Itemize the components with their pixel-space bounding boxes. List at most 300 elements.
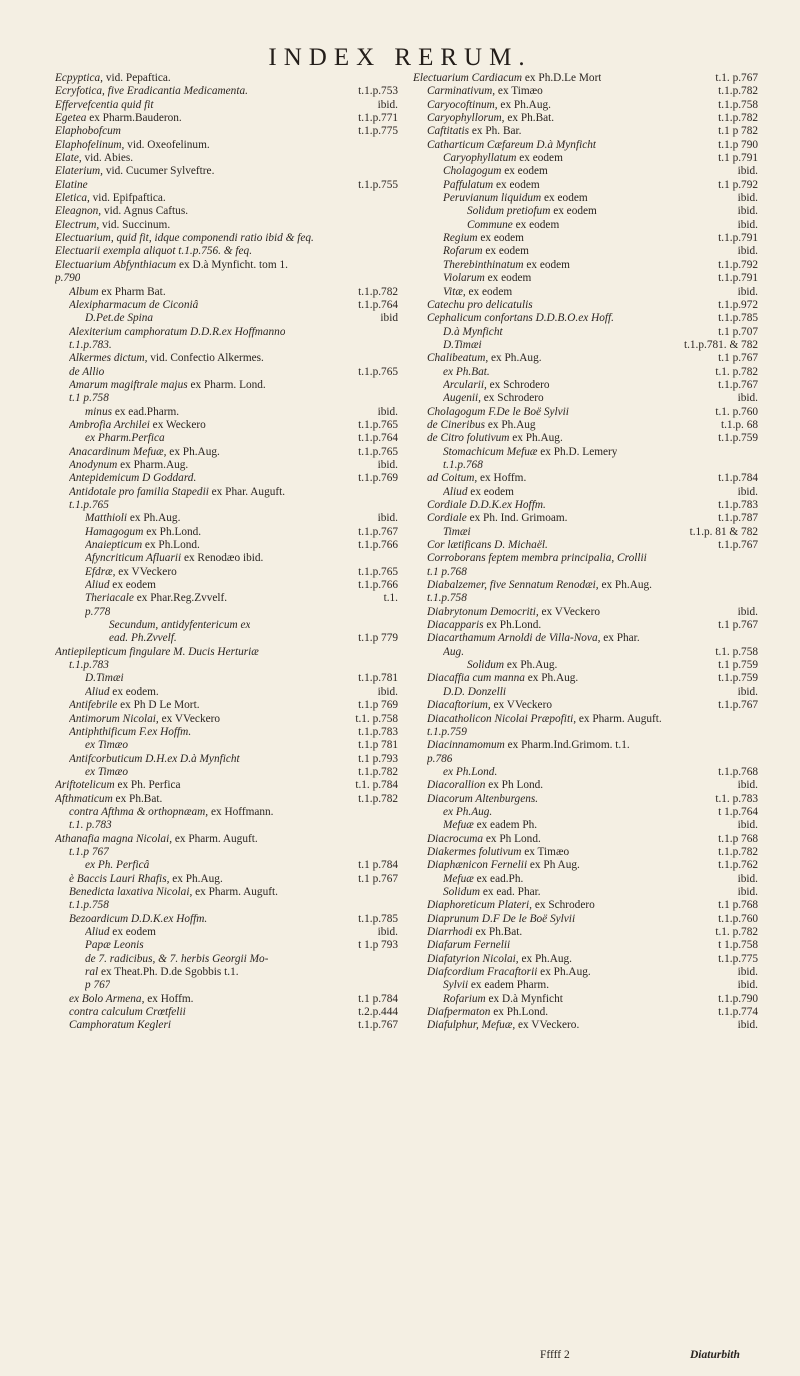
entry-term: [427, 1006, 548, 1019]
entry-term: [69, 366, 104, 379]
entry-term: [109, 632, 177, 645]
entry-term-italic: Benedicta laxativa Nicolai,: [69, 885, 193, 898]
index-entry: [55, 672, 398, 685]
index-entry: [413, 232, 758, 245]
entry-term-italic: Elaphofelinum,: [55, 138, 125, 151]
entry-reference: ibid.: [377, 458, 398, 471]
entry-term-italic: Diaprunum D.F De le Boë Sylvii: [427, 912, 576, 925]
entry-term-source: ex Pharm. Auguft.: [172, 832, 258, 845]
index-entry: [413, 125, 758, 138]
index-entry: [55, 659, 398, 672]
entry-reference: t.1. p.782: [715, 365, 758, 378]
entry-reference: t.1 p.768: [718, 899, 758, 912]
entry-term-italic: Antiphthificum F.ex Hoffm.: [69, 725, 192, 738]
entry-term-italic: Matthioli: [85, 512, 128, 525]
index-entry: [55, 352, 398, 365]
entry-reference: t.1.p.782: [718, 112, 758, 125]
entry-term-source: ex Pharm.Aug.: [117, 458, 189, 471]
entry-term: [85, 312, 153, 325]
entry-term: [443, 366, 490, 379]
index-entry: [55, 272, 398, 285]
index-entry: [413, 566, 758, 579]
index-entry: [413, 72, 758, 85]
entry-term-source: ex Schrodero: [486, 378, 550, 391]
entry-reference: t.1 p.759: [718, 659, 758, 672]
entry-term: [467, 659, 557, 672]
entry-term: [85, 579, 156, 592]
entry-term: [427, 592, 467, 605]
entry-reference: t.1.p.766: [358, 579, 398, 592]
entry-term-source: ex ead.Pharm.: [112, 405, 180, 418]
entry-term: [443, 232, 524, 245]
index-entry: [55, 646, 398, 659]
entry-term-italic: Cordiale D.D.K.ex Hoffm.: [427, 499, 546, 511]
entry-term-italic: de 7. radicibus, & 7. herbis Georgii Mo-: [85, 952, 269, 965]
entry-term: [427, 939, 510, 952]
entry-term-source: ex Pharm. Lond.: [187, 378, 266, 391]
index-entry: [413, 833, 758, 846]
entry-reference: t.1 p.767: [358, 872, 398, 885]
entry-term-italic: Sylvii: [443, 979, 469, 992]
entry-term: [55, 245, 252, 258]
index-entry: [413, 993, 758, 1006]
entry-term-italic: Caryocoftinum,: [427, 98, 498, 111]
entry-term: [427, 926, 522, 939]
entry-reference: ibid.: [377, 926, 398, 938]
entry-term: [427, 566, 467, 579]
index-entry: [55, 259, 398, 272]
entry-term: [443, 165, 548, 178]
entry-reference: t.1. p.782: [715, 926, 758, 938]
entry-term-source: ex eodem: [550, 205, 597, 218]
entry-term-source: ex Ph Aug.: [527, 859, 580, 872]
page-title: INDEX RERUM.: [268, 44, 532, 71]
entry-term: [85, 539, 200, 552]
entry-reference: t.1.p.784: [718, 472, 758, 485]
entry-term-italic: Electuarium Cardiacum: [413, 72, 523, 84]
entry-term: [69, 846, 109, 859]
entry-term-italic: p.786: [427, 752, 453, 765]
entry-term-source: ex Phar. Auguft.: [208, 485, 286, 498]
entry-reference: t.1.p.782: [718, 845, 758, 858]
entry-term-italic: t.1.p.768: [443, 458, 483, 471]
entry-reference: ibid.: [737, 485, 758, 498]
index-entry: [55, 686, 398, 699]
entry-reference: t.1.p.755: [358, 178, 398, 191]
entry-reference: t 1.p.758: [718, 939, 758, 952]
entry-term-italic: Antepidemicum D Goddard.: [69, 472, 197, 485]
entry-term-source: vid. Confectio Alkermes.: [147, 352, 264, 365]
entry-term: [69, 352, 264, 365]
index-entry: [413, 779, 758, 792]
entry-term-source: ex eadem Ph.: [473, 819, 538, 832]
entry-term: [85, 566, 177, 579]
entry-term-source: ex Ph Lond.: [485, 779, 544, 792]
entry-reference: t.1.p 779: [358, 632, 398, 645]
entry-term: [85, 953, 268, 966]
entry-term-source: ex Ph.Aug.: [504, 659, 558, 672]
entry-term-italic: p.778: [85, 605, 111, 618]
entry-term-source: ex eodem: [465, 285, 513, 298]
entry-term-source: ex D.à Mynficht. tom 1.: [176, 258, 288, 271]
entry-term: [69, 899, 109, 912]
index-entry: [55, 552, 398, 565]
entry-term-source: ex Pharm Bat.: [98, 285, 166, 298]
index-entry: [55, 219, 398, 232]
entry-reference: t.1.p.782: [358, 765, 398, 778]
index-entry: [413, 245, 758, 258]
index-entry: [55, 592, 398, 605]
entry-term-italic: Cephalicum confortans D.D.B.O.ex Hoff.: [427, 312, 614, 325]
entry-reference: ibid.: [737, 285, 758, 298]
index-entry: [413, 939, 758, 952]
entry-term-source: ex VVeckero: [490, 699, 552, 712]
entry-term-italic: Diaphænicon Fernelii: [427, 859, 528, 872]
index-entry: [55, 312, 398, 325]
index-entry: [55, 152, 398, 165]
entry-term: [55, 192, 166, 205]
entry-reference: ibid.: [377, 98, 398, 111]
entry-term-italic: D.D. Donzelli: [443, 685, 507, 698]
entry-term-source: ex Ph.D.Le Mort: [522, 72, 602, 84]
entry-term-italic: ex Ph. Perficâ: [85, 859, 150, 872]
index-entry: [55, 446, 398, 459]
entry-reference: ibid.: [737, 966, 758, 979]
entry-term-italic: Cholagogum: [443, 165, 502, 178]
entry-term: [85, 432, 165, 445]
entry-term-italic: t.1. p.783: [69, 819, 112, 832]
entry-term-italic: Elatine: [55, 178, 88, 191]
entry-term-source: ex VVeckero.: [515, 1019, 580, 1032]
entry-reference: t.1.p. 68: [720, 418, 758, 431]
entry-term: [85, 766, 128, 779]
entry-term: [109, 619, 250, 632]
entry-term: [443, 526, 471, 539]
entry-term-italic: Alexiterium camphoratum D.D.R.ex Hoffmanno: [69, 325, 286, 338]
entry-term: [427, 406, 569, 419]
index-entry: [55, 286, 398, 299]
entry-term-source: ex Phar.: [600, 632, 640, 645]
index-entry: [413, 112, 758, 125]
entry-term: [69, 819, 112, 832]
entry-reference: t.1.p.765: [358, 418, 398, 431]
entry-term: [427, 846, 569, 859]
entry-term-italic: de Cineribus: [427, 418, 486, 431]
index-entry: [55, 85, 398, 98]
entry-term: [85, 739, 128, 752]
index-entry: [55, 566, 398, 579]
entry-term: [55, 646, 259, 659]
entry-term: [85, 406, 179, 419]
entry-reference: ibid.: [737, 218, 758, 231]
entry-reference: t.1 p.784: [358, 992, 398, 1005]
entry-reference: t 1.p.764: [718, 805, 758, 818]
entry-term: [443, 486, 514, 499]
entry-term: [85, 606, 110, 619]
entry-term-source: ex Pharm.Bauderon.: [86, 112, 182, 125]
entry-term-italic: Electrum,: [55, 218, 100, 231]
entry-reference: t.1.p.764: [358, 432, 398, 445]
entry-term-source: ex eodem: [512, 218, 560, 231]
entry-reference: ibid: [380, 312, 398, 325]
entry-term: [427, 619, 541, 632]
entry-reference: t.1.p 768: [718, 832, 758, 845]
entry-term-source: ex Ph. Ind. Grimoam.: [466, 512, 568, 525]
entry-term-italic: Catharticum Cæfareum D.à Mynficht: [427, 138, 597, 151]
index-entry: [55, 846, 398, 859]
entry-term: [443, 259, 570, 272]
entry-reference: ibid.: [737, 192, 758, 205]
entry-term-source: ex eodem: [109, 926, 156, 938]
entry-term-italic: Diacapparis: [427, 619, 484, 632]
entry-term-italic: Antifcorbuticum D.H.ex D.à Mynficht: [69, 752, 240, 765]
index-entry: [55, 512, 398, 525]
entry-reference: ibid.: [737, 392, 758, 405]
entry-term-italic: Electuarium Abfynthiacum: [55, 258, 177, 271]
entry-term-italic: Anacardinum Mefuæ,: [69, 445, 167, 458]
entry-term: [443, 379, 550, 392]
index-entry: [413, 192, 758, 205]
entry-reference: t.1.p.782: [358, 792, 398, 805]
entry-term-italic: Cor lætificans D. Michaël.: [427, 539, 548, 552]
entry-term: [55, 779, 181, 792]
entry-term-italic: Secundum, antidyfentericum ex: [109, 619, 251, 632]
entry-reference: t.2.p.444: [358, 1006, 398, 1019]
entry-term-italic: Antifebrile: [69, 699, 118, 712]
entry-term-italic: Alexipharmacum de Ciconiâ: [69, 298, 199, 311]
index-entry: [55, 713, 398, 726]
index-entry: [55, 326, 398, 339]
entry-term: [427, 539, 548, 552]
entry-term: [69, 993, 193, 1006]
entry-reference: ibid.: [737, 685, 758, 698]
entry-reference: t.1. p.783: [715, 792, 758, 805]
index-entry: [55, 1019, 398, 1032]
entry-reference: ibid.: [737, 205, 758, 218]
entry-term-italic: Ambrofia Archilei: [69, 418, 150, 431]
index-entry: [413, 219, 758, 232]
entry-term: [69, 713, 220, 726]
entry-term-italic: Egetea: [55, 112, 87, 125]
entry-reference: t.1.p.782: [718, 85, 758, 98]
entry-term-italic: Corroborans feptem membra principalia, Crollii: [427, 552, 647, 565]
entry-term-italic: Chalibeatum,: [427, 352, 489, 365]
index-entry: [413, 726, 758, 739]
index-entry: [413, 446, 758, 459]
index-entry: [55, 205, 398, 218]
entry-reference: t.1.p.775: [718, 952, 758, 965]
entry-term: [69, 806, 274, 819]
entry-term: [427, 125, 521, 138]
entry-term-italic: Diacrocuma: [427, 832, 484, 845]
entry-reference: t.1. p.758: [715, 645, 758, 658]
entry-reference: ibid.: [377, 512, 398, 525]
entry-reference: t.1.p.785: [718, 312, 758, 325]
entry-term-italic: t.1.p.759: [427, 725, 467, 738]
entry-term-italic: Theriacale: [85, 592, 134, 605]
index-entry: [55, 299, 398, 312]
entry-term: [69, 1006, 186, 1019]
entry-term: [443, 806, 492, 819]
entry-reference: t.1.p.753: [358, 85, 398, 98]
entry-term-italic: Violarum: [443, 272, 485, 285]
entry-term: [69, 699, 200, 712]
entry-term-italic: Caryophyllorum,: [427, 112, 505, 125]
entry-reference: ibid.: [737, 819, 758, 832]
entry-reference: t 1.p 793: [358, 939, 398, 952]
entry-term-italic: Diacarthamum Arnoldi de Villa-Nova,: [427, 632, 601, 645]
entry-term: [55, 232, 314, 245]
entry-term: [85, 926, 156, 939]
entry-term: [69, 459, 188, 472]
index-entry: [55, 766, 398, 779]
index-entry: [413, 432, 758, 445]
entry-reference: ibid.: [737, 979, 758, 992]
entry-reference: t.1.p.775: [358, 125, 398, 138]
entry-reference: t.1.p. 81 & 782: [689, 525, 758, 538]
entry-term: [69, 499, 109, 512]
entry-term-italic: t.1 p.758: [69, 392, 109, 405]
entry-reference: t.1.p.764: [358, 298, 398, 311]
entry-term-italic: Elaphobofcum: [55, 125, 121, 138]
entry-reference: t.1.p.791: [718, 232, 758, 245]
entry-term-source: ex Theat.Ph. D.de Sgobbis t.1.: [98, 966, 239, 979]
entry-term-italic: p 767: [85, 979, 111, 992]
entry-term-italic: Arcularii,: [443, 378, 487, 391]
entry-term: [427, 779, 543, 792]
entry-reference: ibid.: [737, 605, 758, 618]
entry-term: [55, 272, 80, 285]
entry-term-source: ex Ph.Bat.: [472, 926, 523, 938]
catchword: Diaturbith: [690, 1349, 740, 1361]
entry-reference: t.1.p.767: [358, 1019, 398, 1032]
index-entry: [55, 499, 398, 512]
index-entry: [55, 392, 398, 405]
index-entry: [413, 699, 758, 712]
entry-term: [427, 299, 533, 312]
entry-term-italic: Ariftotelicum: [55, 779, 115, 792]
entry-term-italic: Stomachicum Mefuæ: [443, 445, 538, 458]
entry-term-italic: Diacorum Altenburgens.: [427, 792, 539, 805]
index-entry: [55, 459, 398, 472]
entry-term: [443, 819, 537, 832]
entry-term: [443, 326, 503, 339]
entry-term-italic: Regium: [443, 232, 478, 245]
entry-term-italic: è Baccis Lauri Rhafis,: [69, 872, 170, 885]
entry-term-source: ex Ph D Le Mort.: [117, 699, 200, 712]
index-entry: [55, 179, 398, 192]
entry-term: [55, 112, 182, 125]
entry-term-source: ex eodem.: [109, 685, 159, 698]
entry-reference: t.1.p.771: [358, 112, 398, 125]
entry-term: [443, 272, 531, 285]
entry-reference: t.1 p.767: [718, 619, 758, 632]
index-entry: [413, 899, 758, 912]
entry-reference: ibid.: [377, 685, 398, 698]
entry-term: [55, 99, 154, 112]
index-entry: [413, 886, 758, 899]
entry-term-source: ex Weckero: [149, 418, 206, 431]
entry-term-italic: Ecpyptica,: [55, 72, 103, 84]
entry-reference: t.1.p.785: [358, 912, 398, 925]
index-entry: [413, 1019, 758, 1032]
entry-term-source: ex Schrodero: [532, 899, 595, 912]
entry-term: [443, 459, 483, 472]
entry-term: [69, 913, 207, 926]
index-entry: [413, 165, 758, 178]
entry-term-source: vid. Abies.: [81, 152, 134, 165]
entry-term-italic: Diacaffia cum manna: [427, 672, 525, 685]
entry-term: [55, 205, 188, 218]
entry-term-italic: Solidum pretiofum: [467, 205, 551, 218]
left-column: [55, 72, 398, 1033]
entry-term: [69, 286, 166, 299]
entry-term-source: ex eodem: [484, 272, 532, 285]
index-entry: [413, 926, 758, 939]
index-entry: [413, 859, 758, 872]
entry-term-italic: Peruvianum liquidum: [443, 192, 542, 205]
index-entry: [413, 459, 758, 472]
entry-term: [467, 219, 559, 232]
entry-term-source: ex Pharm.Ind.Grimom. t.1.: [504, 739, 630, 752]
entry-reference: t.1.p.759: [718, 432, 758, 445]
entry-term-italic: Diabalzemer, five Sennatum Renodæi,: [427, 579, 599, 592]
entry-reference: t.1.p.769: [358, 472, 398, 485]
entry-term: [85, 592, 227, 605]
entry-term-italic: t.1.p.758: [69, 899, 109, 912]
entry-term: [55, 85, 248, 98]
entry-term-italic: Anodynum: [69, 458, 118, 471]
entry-reference: t.1.p.787: [718, 512, 758, 525]
entry-term-source: ex Phar.Reg.Zvvelf.: [133, 592, 228, 605]
index-entry: [413, 552, 758, 565]
entry-term: [467, 205, 597, 218]
entry-term: [427, 953, 572, 966]
entry-reference: t.1.p 781: [358, 739, 398, 752]
entry-reference: ibid.: [377, 405, 398, 418]
entry-term: [85, 979, 110, 992]
entry-term: [427, 699, 552, 712]
index-entry: [55, 486, 398, 499]
index-entry: [55, 979, 398, 992]
index-entry: [413, 152, 758, 165]
entry-reference: t.1.p.790: [718, 992, 758, 1005]
entry-reference: t.1.p.766: [358, 539, 398, 552]
entry-term-italic: ex Ph.Aug.: [443, 805, 493, 818]
entry-term-source: ex Ph.Lond.: [483, 619, 542, 632]
index-entry: [55, 526, 398, 539]
index-entry: [413, 579, 758, 592]
entry-term-italic: t.1.p.783: [69, 659, 109, 672]
entry-term-italic: ex Ph.Lond.: [443, 765, 498, 778]
entry-term-italic: Solidum: [443, 885, 481, 898]
entry-term-italic: Diacorallion: [427, 779, 486, 792]
entry-term-source: vid. Oxeofelinum.: [124, 138, 210, 151]
entry-term: [443, 646, 464, 659]
entry-term: [427, 512, 567, 525]
entry-term-source: ex D.à Mynficht: [485, 992, 563, 1005]
entry-term: [85, 939, 144, 952]
entry-term-italic: Elaterium,: [55, 165, 104, 178]
entry-reference: ibid.: [737, 165, 758, 178]
entry-reference: t.1.p.768: [718, 765, 758, 778]
entry-term-italic: ex Timæo: [85, 765, 128, 778]
entry-term: [443, 339, 482, 352]
entry-reference: t.1. p.767: [715, 72, 758, 84]
index-entry: [55, 699, 398, 712]
entry-term-italic: t.1.p 767: [69, 845, 109, 858]
entry-term-italic: Amarum magiftrale majus: [69, 378, 188, 391]
